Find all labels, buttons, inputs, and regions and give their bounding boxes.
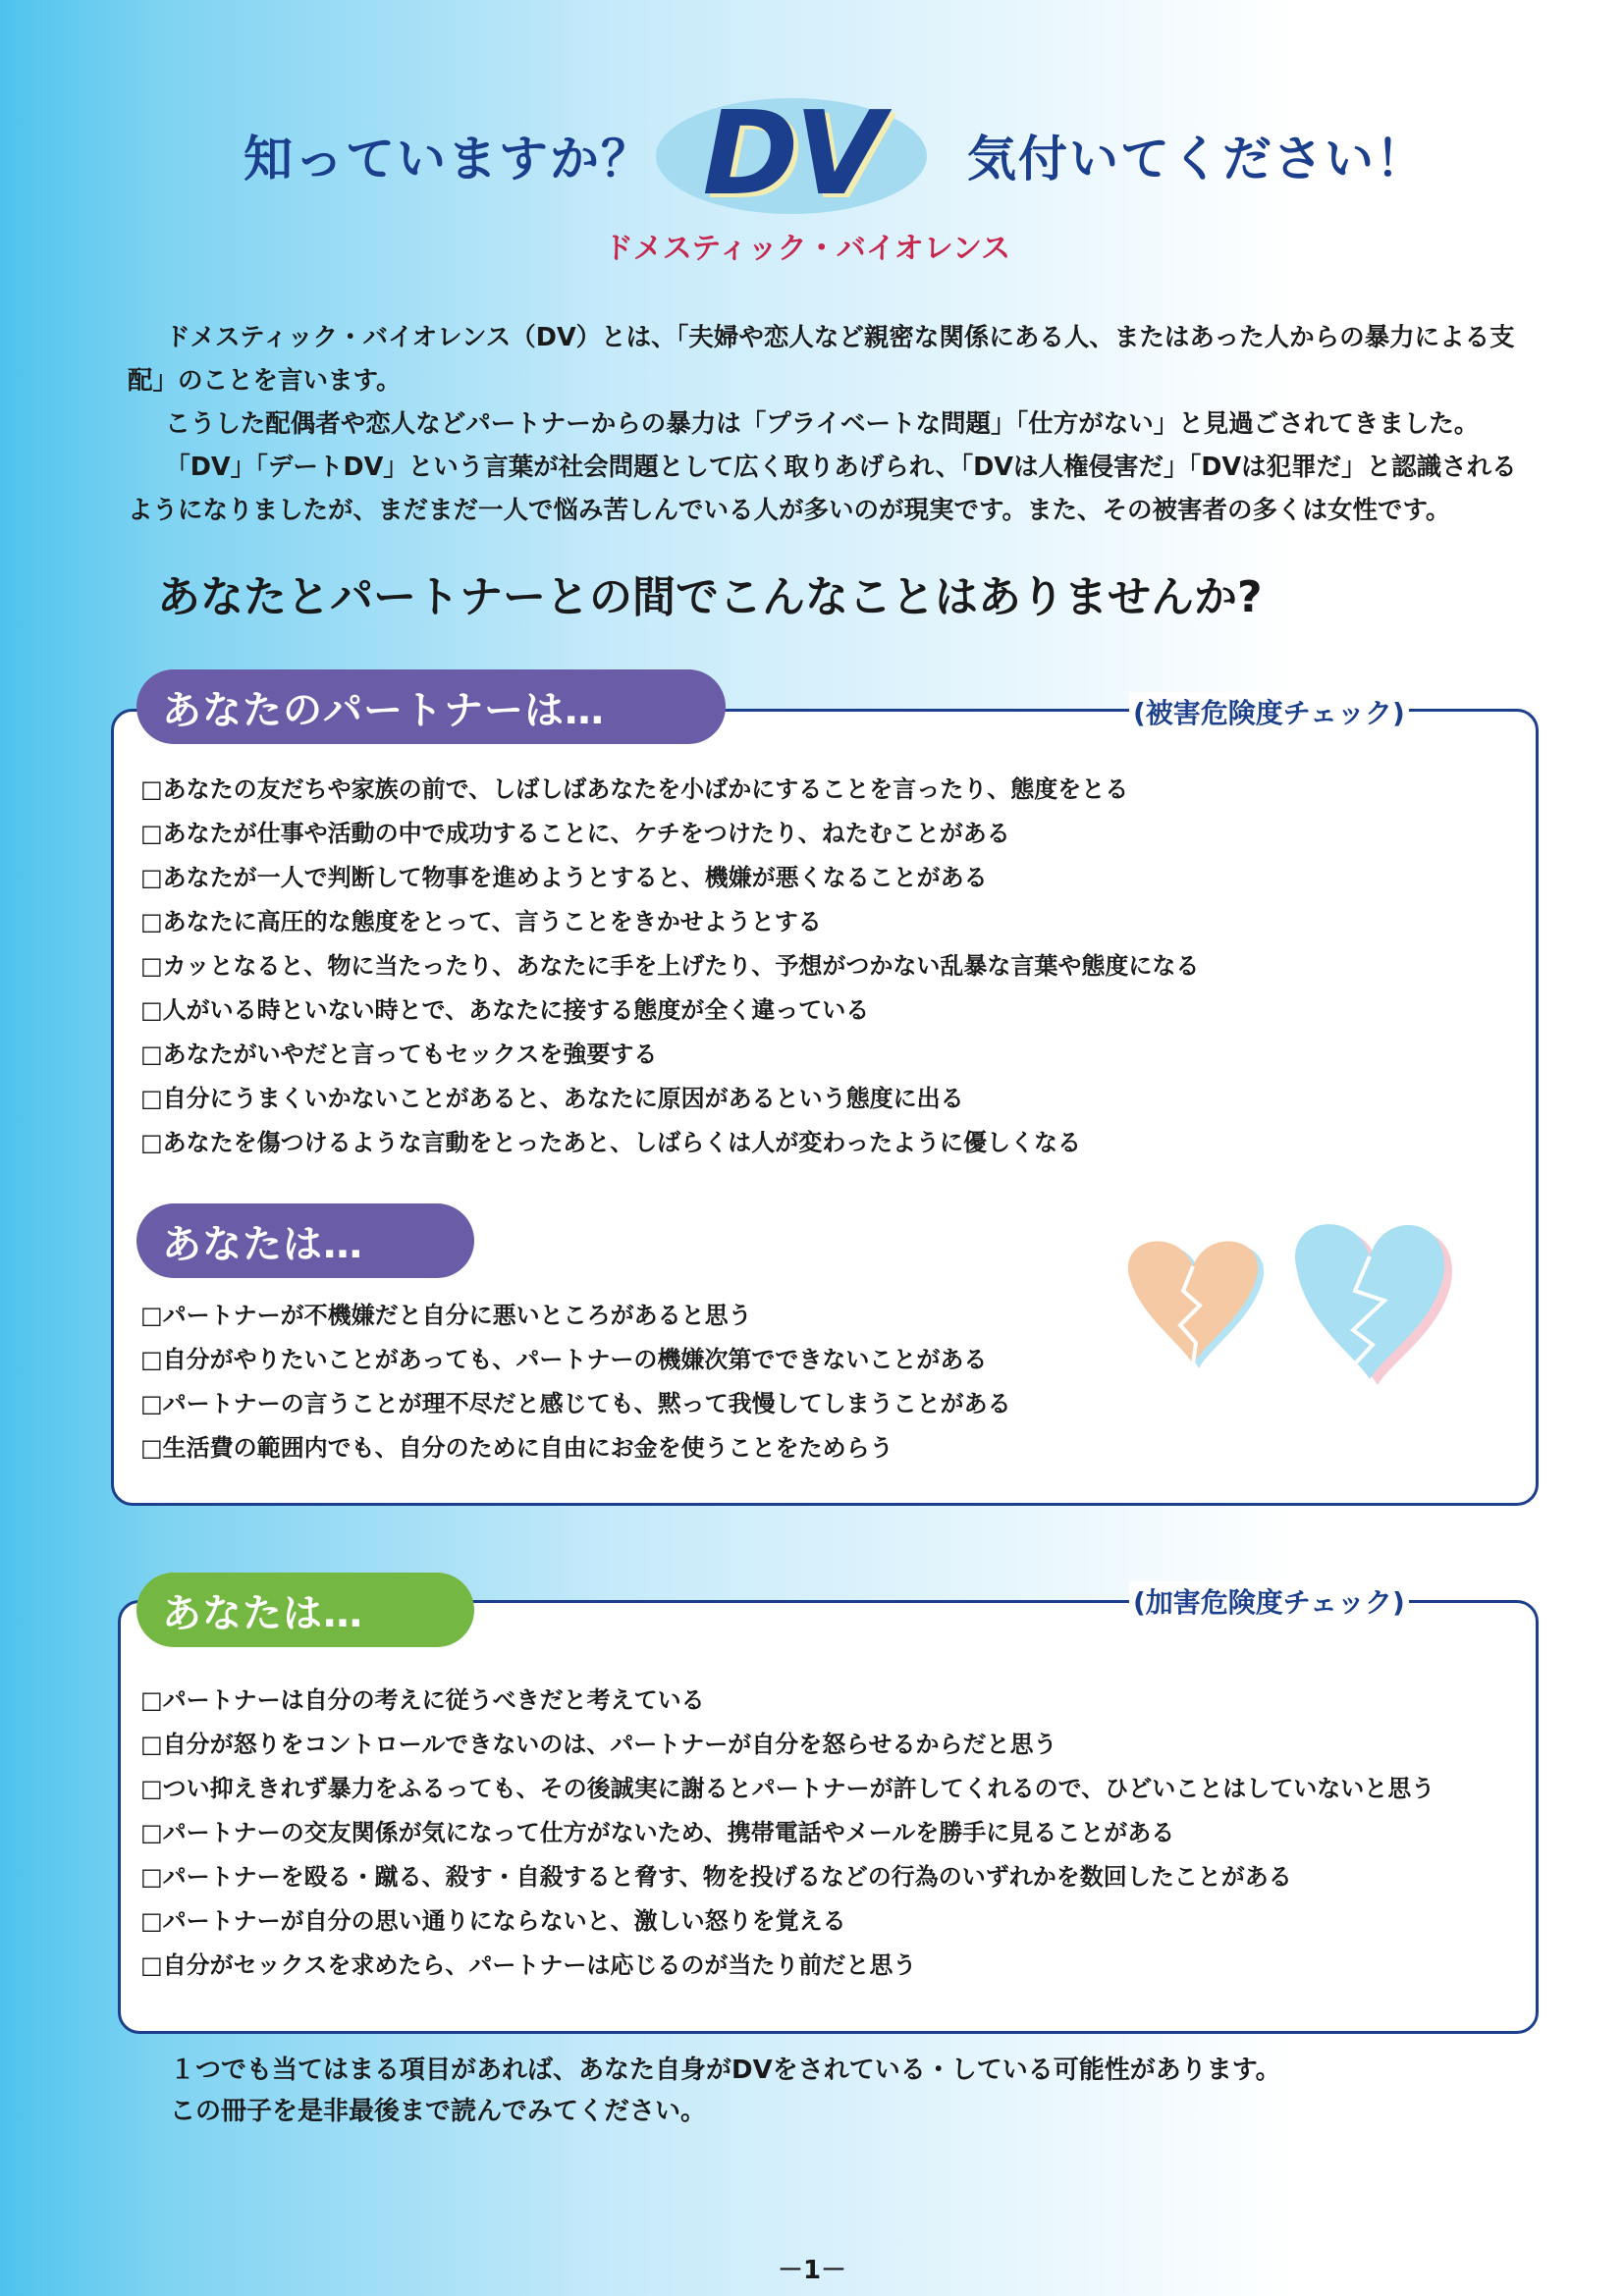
broken-hearts-illustration <box>1110 1217 1463 1394</box>
victim-check-tag: (被害危険度チェック) <box>1129 692 1409 731</box>
broken-heart-orange-icon <box>1128 1242 1264 1368</box>
checklist-item[interactable]: □あなたがいやだと言ってもセックスを強要する <box>140 1041 658 1068</box>
checklist-item[interactable]: □自分がやりたいことがあっても、パートナーの機嫌次第でできないことがある <box>140 1346 988 1373</box>
intro-paragraph: 「DV」「デートDV」という言葉が社会問題として広く取りあげられ、「DVは人権侵害だ」「DVは犯罪だ」と認識されるようになりましたが、まだまだ一人で悩み苦しんでいる人が多いのが現実です。また、その被害者の多くは女性です。 <box>128 453 1517 525</box>
checklist-item[interactable]: □自分がセックスを求めたら、パートナーは応じるのが当たり前だと思う <box>140 1951 917 1979</box>
checklist-item[interactable]: □パートナーは自分の考えに従うべきだと考えている <box>140 1686 705 1714</box>
checklist-item[interactable]: □パートナーを殴る・蹴る、殺す・自殺すると脅す、物を投げるなどの行為のいずれかを数回したことがある <box>140 1863 1292 1891</box>
checklist-item[interactable]: □あなたが仕事や活動の中で成功することに、ケチをつけたり、ねたむことがある <box>140 820 1010 847</box>
perpetrator-checklist <box>140 1679 1435 1988</box>
checklist-item[interactable]: □パートナーが不機嫌だと自分に悪いところがあると思う <box>140 1302 752 1329</box>
partner-checklist <box>140 768 1199 1165</box>
header-right-title: 気付いてください！ <box>967 131 1427 187</box>
intro-paragraph: ドメスティック・バイオレンス（DV）とは、「夫婦や恋人など親密な関係にある人、またはあった人からの暴力による支配」のことを言います。 <box>128 323 1515 396</box>
checklist-item[interactable]: □あなたが一人で判断して物事を進めようとすると、機嫌が悪くなることがある <box>140 864 988 891</box>
checklist-item[interactable]: □人がいる時といない時とで、あなたに接する態度が全く違っている <box>140 996 870 1024</box>
checklist-item[interactable]: □あなたの友だちや家族の前で、しばしばあなたを小ばかにすることを言ったり、態度をとる <box>140 775 1129 803</box>
main-question: あなたとパートナーとの間でこんなことはありませんか? <box>157 572 1263 622</box>
checklist-item[interactable]: □あなたを傷つけるような言動をとったあと、しばらくは人が変わったように優しくなる <box>140 1129 1081 1156</box>
checklist-item[interactable]: □自分にうまくいかないことがあると、あなたに原因があるという態度に出る <box>140 1085 964 1112</box>
checklist-item[interactable]: □パートナーの言うことが理不尽だと感じても、黙って我慢してしまうことがある <box>140 1390 1011 1417</box>
perpetrator-heading: あなたは… <box>136 1573 474 1647</box>
you-heading: あなたは… <box>136 1203 474 1278</box>
page-number: －1－ <box>777 2256 847 2285</box>
footer-line: この冊子を是非最後まで読んでみてください。 <box>170 2097 707 2126</box>
checklist-item[interactable]: □自分が怒りをコントロールできないのは、パートナーが自分を怒らせるからだと思う <box>140 1731 1057 1758</box>
partner-heading: あなたのパートナーは… <box>136 669 726 744</box>
checklist-item[interactable]: □あなたに高圧的な態度をとって、言うことをきかせようとする <box>140 908 822 935</box>
footer-note <box>170 2050 1281 2132</box>
intro-paragraph: こうした配偶者や恋人などパートナーからの暴力は「プライベートな問題」「仕方がない」と見過ごされてきました。 <box>165 409 1480 439</box>
checklist-item[interactable]: □パートナーの交友関係が気になって仕方がないため、携帯電話やメールを勝手に見ることがある <box>140 1819 1175 1846</box>
intro-text <box>128 316 1532 532</box>
perpetrator-check-tag: (加害危険度チェック) <box>1129 1581 1409 1621</box>
broken-heart-blue-icon <box>1295 1224 1452 1385</box>
footer-line: １つでも当てはまる項目があれば、あなた自身がDVをされている・している可能性があります。 <box>170 2056 1281 2085</box>
header-left-title: 知っていますか？ <box>244 131 652 187</box>
checklist-item[interactable]: □カッとなると、物に当たったり、あなたに手を上げたり、予想がつかない乱暴な言葉や態度になる <box>140 952 1200 980</box>
dv-subtitle: ドメスティック・バイオレンス <box>604 232 1011 266</box>
you-checklist <box>140 1294 1011 1470</box>
checklist-item[interactable]: □パートナーが自分の思い通りにならないと、激しい怒りを覚える <box>140 1907 846 1935</box>
checklist-item[interactable]: □生活費の範囲内でも、自分のために自由にお金を使うことをためらう <box>140 1434 893 1462</box>
checklist-item[interactable]: □つい抑えきれず暴力をふるっても、その後誠実に謝るとパートナーが許してくれるので、ひどいことはしていないと思う <box>140 1775 1435 1802</box>
dv-logo-text: DV <box>702 85 881 221</box>
